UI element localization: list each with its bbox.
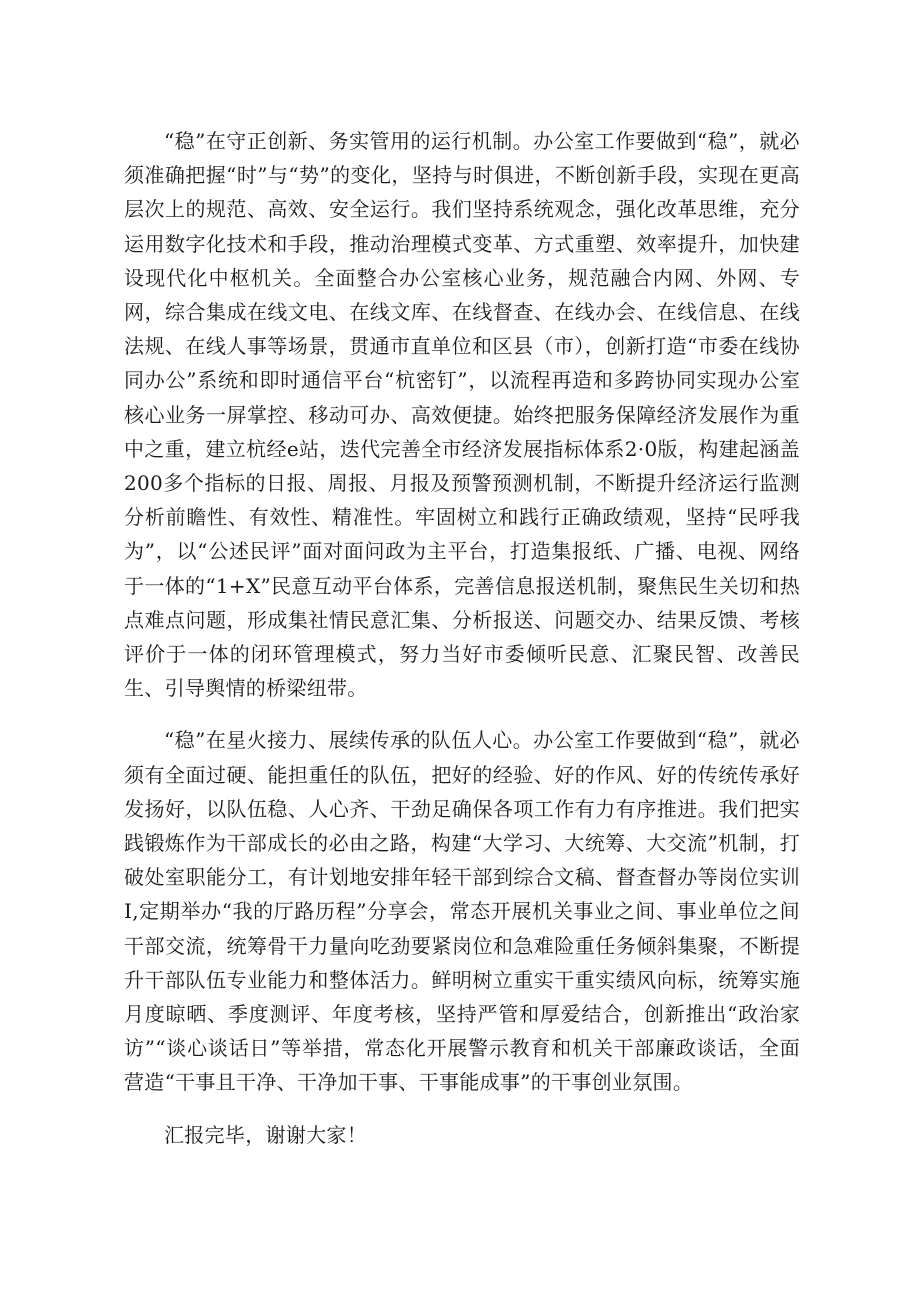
paragraph-team-morale: “稳”在星火接力、展续传承的队伍人心。办公室工作要做到“稳”，就必须有全面过硬、能担重任的队伍，把好的经验、好的作风、好的传统传承好发扬好，以队伍稳、人心齐、干劲足确保各项工作有力有序推进。我们把实践锻炼作为干部成长的必由之路，构建“大学习、大统筹、大交流”机制，打破处室职能分工，有计划地安排年轻干部到综合文稿、督查督办等岗位实训Ι,定期举办“我的厅路历程”分享会，常态开展机关事业之间、事业单位之间干部交流，统筹骨干力量向吃劲要紧岗位和急难险重任务倾斜集聚，不断提升干部队伍专业能力和整体活力。鲜明树立重实干重实绩风向标，统筹实施月度晾晒、季度测评、年度考核，坚持严管和厚爱结合，创新推出“政治家访”“谈心谈话日”等举措，常态化开展警示教育和机关干部廉政谈话，全面营造“干事且干净、干净加干事、干事能成事”的干事创业氛围。: [124, 728, 800, 1095]
closing-remark: 汇报完毕，谢谢大家！: [164, 1122, 367, 1147]
document-body: [124, 124, 800, 1152]
paragraph-operating-mechanism: “稳”在守正创新、务实管用的运行机制。办公室工作要做到“稳”，就必须准确把握“时”与“势”的变化，坚持与时俱进，不断创新手段，实现在更高层次上的规范、高效、安全运行。我们坚持系统观念，强化改革思维，充分运用数字化技术和手段，推动治理模式变革、方式重塑、效率提升，加快建设现代化中枢机关。全面整合办公室核心业务，规范融合内网、外网、专网，综合集成在线文电、在线文库、在线督查、在线办会、在线信息、在线法规、在线人事等场景，贯通市直单位和区县（市），创新打造“市委在线协同办公”系统和即时通信平台“杭密钉”，以流程再造和多跨协同实现办公室核心业务一屏掌控、移动可办、高效便捷。始终把服务保障经济发展作为重中之重，建立杭经e站，迭代完善全市经济发展指标体系2·0版，构建起涵盖200多个指标的日报、周报、月报及预警预测机制，不断提升经济运行监测分析前瞻性、有效性、精准性。牢固树立和践行正确政绩观，坚持“民呼我为”，以“公述民评”面对面问政为主平台，打造集报纸、广播、电视、网络于一体的“1+X”民意互动平台体系，完善信息报送机制，聚焦民生关切和热点难点问题，形成集社情民意汇集、分析报送、问题交办、结果反馈、考核评价于一体的闭环管理模式，努力当好市委倾听民意、汇聚民智、改善民生、引导舆情的桥梁纽带。: [124, 129, 800, 701]
